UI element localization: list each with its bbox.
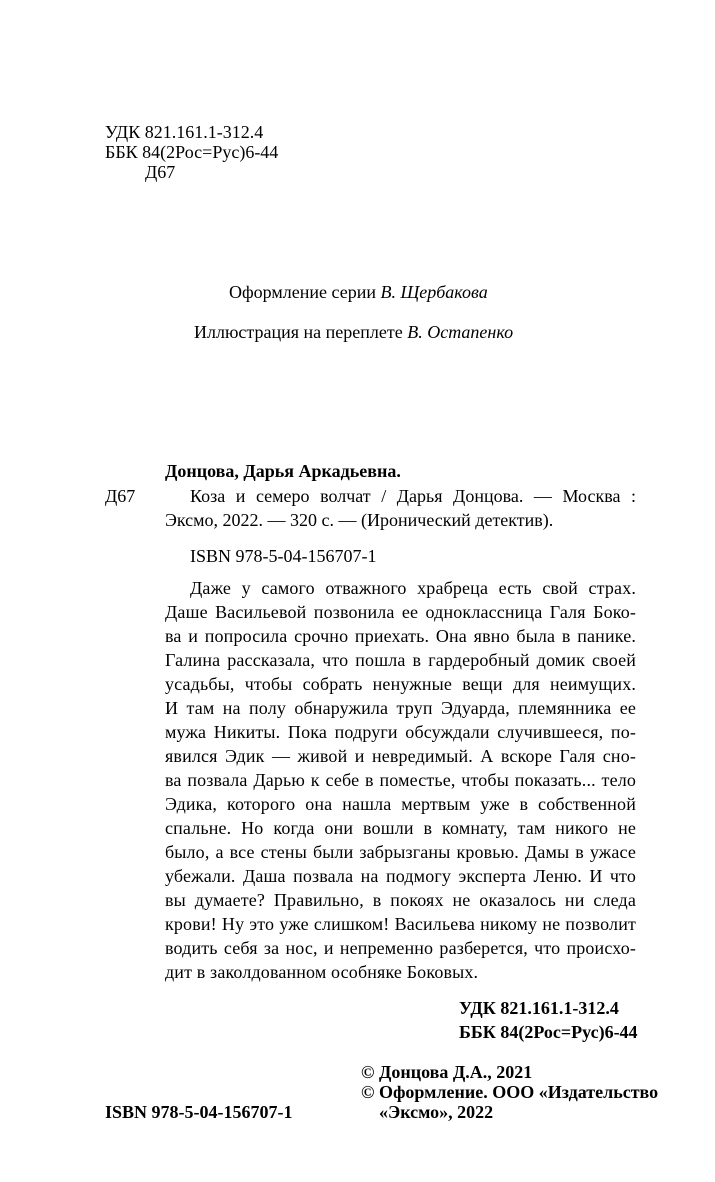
footer-udk-code: УДК 821.161.1-312.4 xyxy=(459,998,619,1018)
catalog-author-heading: Донцова, Дарья Аркадьевна. xyxy=(165,461,401,481)
catalog-description-line-1: Коза и семеро волчат / Дарья Донцова. — Москва : xyxy=(190,486,636,506)
catalog-isbn: ISBN 978-5-04-156707-1 xyxy=(190,546,377,566)
abstract-line: Галина рассказала, что пошла в гардеробный домик своей xyxy=(165,650,636,670)
abstract-line: ва и попросила срочно приехать. Она явно была в панике. xyxy=(165,626,636,646)
abstract-line: дит в заколдованном особняке Боковых. xyxy=(165,962,479,982)
series-design-name: В. Щербакова xyxy=(380,282,488,302)
abstract-line: крови! Ну это уже слишком! Васильева никому не позволит xyxy=(165,914,636,934)
catalog-author-mark: Д67 xyxy=(105,486,136,506)
series-design-credit xyxy=(229,282,488,302)
copyright-author: © Донцова Д.А., 2021 xyxy=(361,1062,533,1082)
abstract-line: убежали. Даша позвала на подмогу эксперта Леню. И что xyxy=(165,866,636,886)
cover-illustration-credit xyxy=(194,322,513,342)
copyright-design-line-2: «Эксмо», 2022 xyxy=(379,1102,494,1122)
cover-illustration-label: Иллюстрация на переплете xyxy=(194,322,403,342)
abstract-line: Даше Васильевой позвонила ее одноклассница Галя Боко- xyxy=(165,602,636,622)
abstract-line: мужа Никиты. Пока подруги обсуждали случившееся, по- xyxy=(165,722,636,742)
catalog-description-line-2: Эксмо, 2022. — 320 с. — (Иронический детектив). xyxy=(165,510,554,530)
author-mark: Д67 xyxy=(145,162,176,182)
abstract-line: спальне. Но когда они вошли в комнату, там никого не xyxy=(165,818,636,838)
abstract-line: И там на полу обнаружила труп Эдуарда, племянника ее xyxy=(165,698,636,718)
abstract-line: явился Эдик — живой и невредимый. А вскоре Галя сно- xyxy=(165,746,636,766)
abstract-line: Эдика, которого она нашла мертвым уже в собственной xyxy=(165,794,636,814)
bbk-code: ББК 84(2Рос=Рус)6-44 xyxy=(105,142,279,162)
footer-isbn: ISBN 978-5-04-156707-1 xyxy=(105,1102,293,1122)
abstract-line: ва позвала Дарью к себе в поместье, чтобы показать... тело xyxy=(165,770,636,790)
copyright-design-line-1: © Оформление. ООО «Издательство xyxy=(361,1082,659,1102)
footer-bbk-code: ББК 84(2Рос=Рус)6-44 xyxy=(459,1022,638,1042)
abstract-line: вы думаете? Правильно, в покоях не оказалось ни следа xyxy=(165,890,636,910)
abstract-line: было, а все стены были забрызганы кровью. Дамы в ужасе xyxy=(165,842,636,862)
abstract-line: водить себя за нос, и непременно разберется, что происхо- xyxy=(165,938,636,958)
series-design-label: Оформление серии xyxy=(229,282,376,302)
udk-code: УДК 821.161.1-312.4 xyxy=(105,122,264,142)
cover-illustration-name: В. Остапенко xyxy=(407,322,514,342)
abstract-line: Даже у самого отважного храбреца есть свой страх. xyxy=(190,578,636,598)
abstract-line: усадьбы, чтобы собрать ненужные вещи для неимущих. xyxy=(165,674,636,694)
